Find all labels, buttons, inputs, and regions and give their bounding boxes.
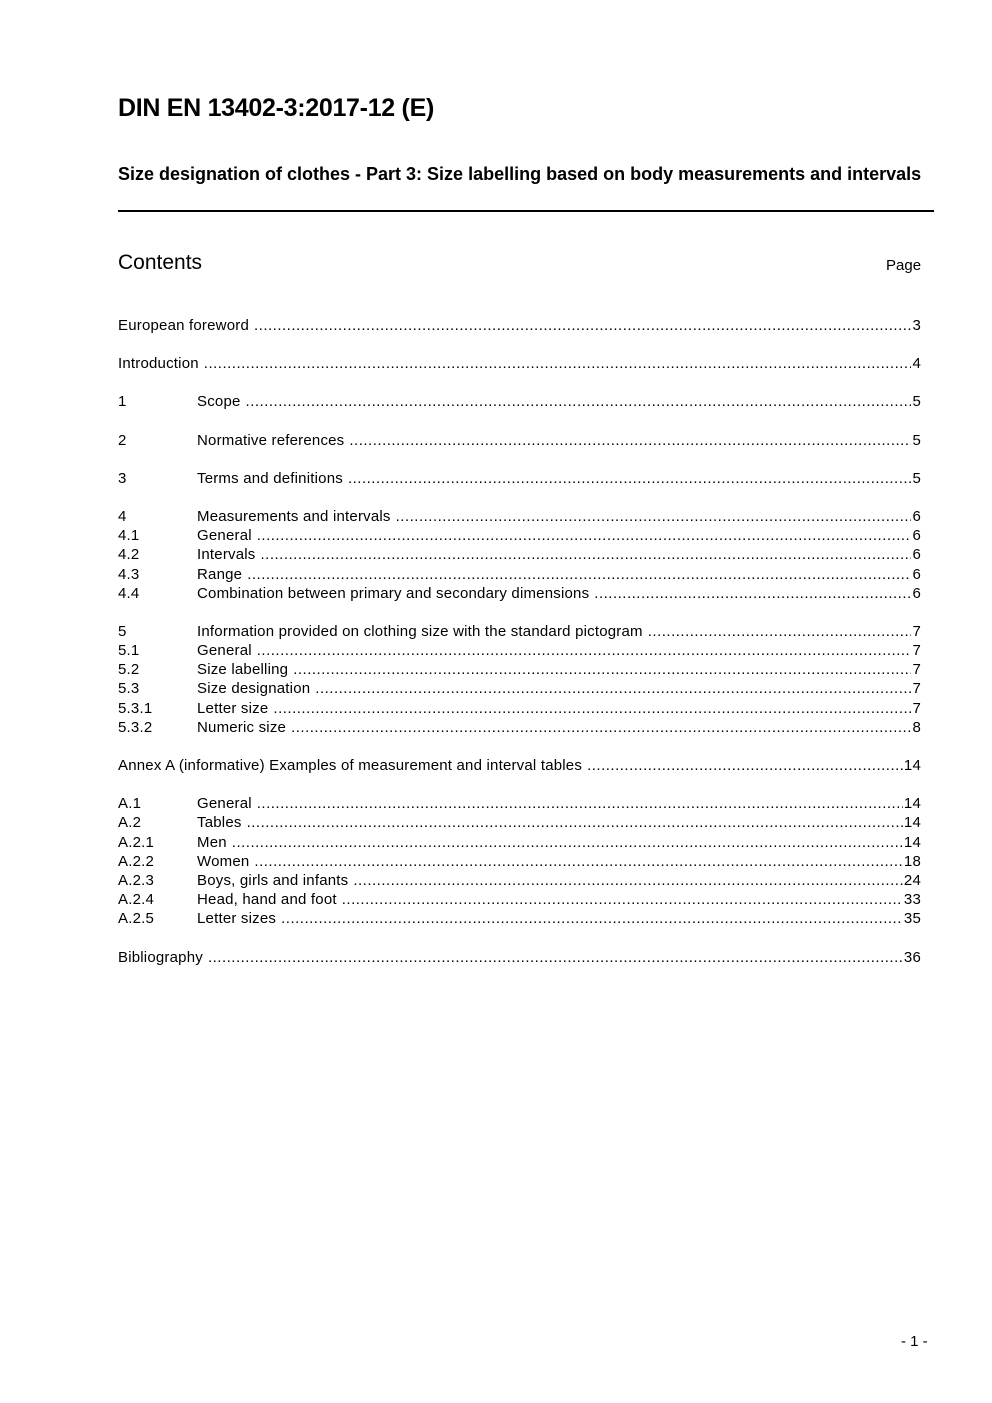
toc-entry[interactable]	[118, 622, 921, 641]
contents-heading: Contents	[118, 251, 203, 274]
toc-entry-page: 6	[912, 584, 921, 602]
toc-entry[interactable]	[118, 565, 921, 584]
toc-entry-page: 36	[903, 948, 921, 966]
toc-entry-title: Terms and definitions	[197, 469, 343, 487]
toc-entry-number: 4.1	[118, 527, 140, 545]
toc-entry-page: 24	[903, 871, 921, 889]
toc-entry-title: General	[197, 795, 252, 813]
toc-entry[interactable]	[118, 584, 921, 603]
toc-entry[interactable]	[118, 679, 921, 698]
toc-dot-leader	[587, 756, 903, 775]
toc-entry[interactable]	[118, 545, 921, 564]
toc-entry[interactable]	[118, 718, 921, 737]
toc-dot-leader	[254, 316, 911, 335]
toc-dot-leader	[648, 622, 912, 641]
toc-entry-page: 14	[903, 814, 921, 832]
toc-entry-page: 5	[912, 431, 921, 449]
toc-entry-page: 3	[912, 317, 921, 334]
toc-entry-title: General	[197, 527, 252, 545]
toc-entry[interactable]	[118, 948, 921, 967]
toc-entry[interactable]	[118, 871, 921, 890]
toc-dot-leader	[348, 469, 912, 488]
toc-dot-leader	[247, 813, 903, 832]
toc-dot-leader	[315, 679, 911, 698]
toc-entry-page: 14	[903, 833, 921, 851]
toc-entry-page: 6	[912, 507, 921, 525]
toc-dot-leader	[594, 584, 911, 603]
toc-entry-number: A.2.1	[118, 833, 155, 851]
toc-entry-page: 6	[912, 546, 921, 564]
toc-dot-leader	[247, 565, 911, 584]
toc-dot-leader	[257, 526, 912, 545]
toc-entry-page: 8	[912, 718, 921, 736]
toc-entry-title: Men	[197, 833, 227, 851]
toc-dot-leader	[349, 431, 911, 450]
toc-entry-number: 1	[118, 393, 127, 411]
toc-dot-leader	[353, 871, 903, 890]
toc-entry-number: 4.4	[118, 584, 140, 602]
toc-entry-title: Measurements and intervals	[197, 507, 391, 525]
toc-entry-title: European foreword	[118, 317, 249, 334]
toc-entry[interactable]	[118, 909, 921, 928]
toc-dot-leader	[291, 718, 911, 737]
toc-entry-title: Numeric size	[197, 718, 287, 736]
document-id: DIN EN 13402-3:2017-12 (E)	[118, 94, 434, 122]
toc-entry-number: 5.3.2	[118, 718, 153, 736]
toc-entry-title: Size labelling	[197, 661, 289, 679]
toc-entry-number: 4.2	[118, 546, 140, 564]
toc-entry-page: 5	[912, 469, 921, 487]
toc-dot-leader	[204, 354, 912, 373]
toc-entry-number: 5.3	[118, 680, 140, 698]
toc-entry-page: 4	[912, 355, 921, 373]
toc-entry-title: Annex A (informative) Examples of measurement and interval tables	[118, 757, 583, 774]
toc-entry-page: 18	[903, 852, 921, 870]
toc-entry[interactable]	[118, 469, 921, 488]
toc-entry-title: Scope	[197, 393, 241, 411]
toc-entry-number: 5.1	[118, 642, 140, 660]
page-column-label: Page	[886, 257, 922, 274]
toc-dot-leader	[293, 660, 911, 679]
toc-entry[interactable]	[118, 660, 921, 679]
toc-dot-leader	[273, 699, 911, 718]
toc-entry-number: 5	[118, 622, 127, 640]
toc-entry-title: Combination between primary and secondary dimensions	[197, 584, 590, 602]
toc-entry-page: 7	[912, 622, 921, 640]
toc-entry-page: 5	[912, 393, 921, 411]
toc-dot-leader	[396, 507, 912, 526]
toc-entry[interactable]	[118, 316, 921, 335]
toc-entry-page: 14	[903, 795, 921, 813]
toc-entry-page: 7	[912, 699, 921, 717]
toc-entry-title: Women	[197, 852, 250, 870]
toc-entry-title: Letter size	[197, 699, 269, 717]
toc-entry-title: Bibliography	[118, 948, 203, 966]
footer-page-number: - 1 -	[901, 1333, 928, 1350]
toc-entry[interactable]	[118, 392, 921, 411]
toc-entry[interactable]	[118, 699, 921, 718]
toc-entry-title: Normative references	[197, 431, 345, 449]
toc-entry[interactable]	[118, 852, 921, 871]
toc-entry-page: 14	[903, 757, 921, 774]
toc-dot-leader	[232, 833, 903, 852]
toc-entry-number: 2	[118, 431, 127, 449]
toc-entry-title: Tables	[197, 814, 242, 832]
toc-entry[interactable]	[118, 526, 921, 545]
toc-dot-leader	[254, 852, 902, 871]
toc-entry-number: 4	[118, 507, 127, 525]
toc-entry-page: 7	[912, 661, 921, 679]
toc-entry-title: Head, hand and foot	[197, 891, 337, 909]
toc-entry-title: Size designation	[197, 680, 311, 698]
toc-entry[interactable]	[118, 641, 921, 660]
toc-entry-number: A.2.2	[118, 852, 155, 870]
toc-entry-number: A.1	[118, 795, 142, 813]
toc-entry-number: A.2.3	[118, 871, 155, 889]
toc-dot-leader	[208, 948, 903, 967]
toc-entry-title: Introduction	[118, 355, 199, 373]
toc-dot-leader	[257, 641, 912, 660]
toc-entry[interactable]	[118, 431, 921, 450]
toc-entry-number: 3	[118, 469, 127, 487]
toc-dot-leader	[246, 392, 912, 411]
toc-entry-number: 4.3	[118, 565, 140, 583]
toc-dot-leader	[342, 890, 903, 909]
toc-entry-number: 5.2	[118, 661, 140, 679]
toc-entry-page: 7	[912, 642, 921, 660]
toc-entry[interactable]	[118, 833, 921, 852]
toc-entry-number: A.2	[118, 814, 142, 832]
title-divider	[118, 210, 934, 212]
toc-entry[interactable]	[118, 756, 921, 775]
toc-entry-title: Information provided on clothing size with the standard pictogram	[197, 622, 643, 640]
toc-entry-title: Intervals	[197, 546, 256, 564]
toc-entry[interactable]	[118, 813, 921, 832]
toc-entry[interactable]	[118, 354, 921, 373]
toc-dot-leader	[281, 909, 903, 928]
toc-entry-title: Boys, girls and infants	[197, 871, 349, 889]
toc-entry-page: 7	[912, 680, 921, 698]
toc-entry-title: Letter sizes	[197, 910, 277, 928]
toc-entry-page: 6	[912, 565, 921, 583]
toc-entry[interactable]	[118, 794, 921, 813]
table-of-contents	[118, 316, 921, 967]
toc-entry[interactable]	[118, 507, 921, 526]
toc-entry-page: 6	[912, 527, 921, 545]
toc-entry-number: A.2.5	[118, 910, 155, 928]
toc-entry-page: 33	[903, 891, 921, 909]
toc-entry[interactable]	[118, 890, 921, 909]
toc-entry-title: Range	[197, 565, 243, 583]
document-title: Size designation of clothes - Part 3: Size labelling based on body measurements and intervals	[118, 164, 922, 184]
toc-entry-page: 35	[903, 910, 921, 928]
toc-entry-title: General	[197, 642, 252, 660]
toc-entry-number: 5.3.1	[118, 699, 153, 717]
toc-entry-number: A.2.4	[118, 891, 155, 909]
toc-dot-leader	[257, 794, 903, 813]
toc-dot-leader	[261, 545, 912, 564]
